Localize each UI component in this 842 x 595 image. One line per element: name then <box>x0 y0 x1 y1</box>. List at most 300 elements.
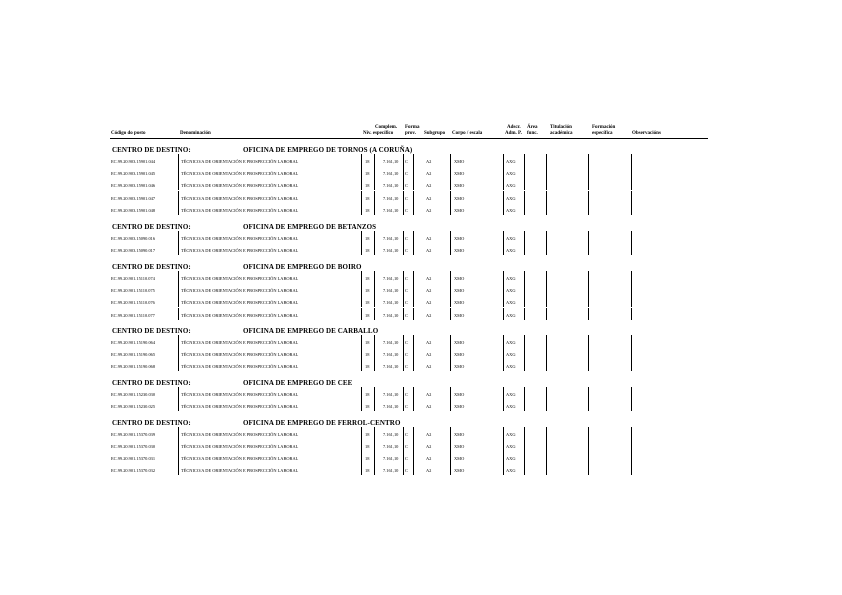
cell-divider <box>361 387 362 399</box>
cell-divider <box>178 399 179 411</box>
cell-divider <box>403 178 404 190</box>
cell-divider <box>413 463 414 475</box>
cell-divider <box>413 203 414 215</box>
cell-divider <box>361 191 362 203</box>
cell-code: EC.99.20.901.15110.076 <box>111 300 155 305</box>
header-forma-2: prov. <box>405 131 416 136</box>
section-label: CENTRO DE DESTINO: <box>112 327 191 335</box>
cell-adscr: AXG <box>506 364 516 369</box>
cell-divider <box>524 308 525 320</box>
cell-divider <box>631 191 632 203</box>
header-adscr-2: Adm. P. <box>505 131 522 136</box>
cell-divider <box>631 243 632 255</box>
cell-denom: TÉCNICO/A DE ORIENTACIÓN E PROSPECCIÓN LABORAL <box>181 404 299 409</box>
cell-code: EC.99.20.901.15230.025 <box>111 404 156 409</box>
cell-divider <box>503 154 504 166</box>
cell-esp: 7.161,10 <box>383 313 399 318</box>
cell-divider <box>374 463 375 475</box>
cell-denom: TÉCNICO/A DE ORIENTACIÓN E PROSPECCIÓN LABORAL <box>181 313 299 318</box>
cell-divider <box>588 283 589 295</box>
cell-adscr: AXG <box>506 276 516 281</box>
cell-niv: 18 <box>365 444 370 449</box>
cell-divider <box>524 271 525 283</box>
cell-adscr: AXG <box>506 313 516 318</box>
header-observacions: Observacións <box>632 131 661 136</box>
header-corpo: Corpo / escala <box>452 131 483 136</box>
cell-divider <box>374 427 375 439</box>
cell-sub: A2 <box>426 248 432 253</box>
cell-adscr: AXG <box>506 340 516 345</box>
cell-divider <box>546 231 547 243</box>
cell-forma: C <box>405 352 408 357</box>
cell-code: EC.99.20.903.15901.047 <box>111 196 156 201</box>
header-complem-2: Nív. específico <box>363 131 394 136</box>
cell-divider <box>413 308 414 320</box>
table-row <box>0 453 842 465</box>
cell-divider <box>374 283 375 295</box>
header-adscr-1: Adscr. <box>507 125 521 130</box>
cell-esp: 7.161,10 <box>383 352 399 357</box>
cell-niv: 18 <box>365 468 370 473</box>
header-codigo: Código do posto <box>111 131 146 136</box>
cell-sub: A2 <box>426 340 432 345</box>
cell-divider <box>403 166 404 178</box>
cell-niv: 18 <box>365 171 370 176</box>
cell-esp: 7.161,10 <box>383 248 399 253</box>
cell-divider <box>361 463 362 475</box>
cell-forma: C <box>405 208 408 213</box>
table-row <box>0 168 842 180</box>
cell-divider <box>546 463 547 475</box>
cell-niv: 18 <box>365 352 370 357</box>
cell-divider <box>524 231 525 243</box>
cell-forma: C <box>405 456 408 461</box>
cell-denom: TÉCNICO/A DE ORIENTACIÓN E PROSPECCIÓN LABORAL <box>181 352 299 357</box>
cell-esp: 7.161,10 <box>383 236 399 241</box>
cell-divider <box>178 347 179 359</box>
cell-divider <box>413 387 414 399</box>
header-area-2: func. <box>527 131 538 136</box>
cell-sub: A2 <box>426 300 432 305</box>
cell-divider <box>588 166 589 178</box>
cell-divider <box>403 203 404 215</box>
cell-sub: A2 <box>426 159 432 164</box>
cell-divider <box>178 283 179 295</box>
cell-esp: 7.161,10 <box>383 159 399 164</box>
cell-corpo: XMO <box>454 288 465 293</box>
cell-divider <box>178 295 179 307</box>
cell-code: EC.99.20.901.15110.075 <box>111 288 155 293</box>
table-row <box>0 193 842 205</box>
cell-code: EC.99.20.901.15370.039 <box>111 432 156 437</box>
cell-sub: A2 <box>426 196 432 201</box>
cell-divider <box>413 166 414 178</box>
cell-divider <box>178 271 179 283</box>
cell-niv: 18 <box>365 456 370 461</box>
cell-divider <box>374 359 375 371</box>
cell-divider <box>546 308 547 320</box>
cell-divider <box>588 399 589 411</box>
cell-divider <box>546 191 547 203</box>
cell-divider <box>361 451 362 463</box>
cell-sub: A2 <box>426 432 432 437</box>
cell-divider <box>503 451 504 463</box>
cell-divider <box>403 347 404 359</box>
cell-denom: TÉCNICO/A DE ORIENTACIÓN E PROSPECCIÓN LABORAL <box>181 288 299 293</box>
cell-corpo: XMO <box>454 364 465 369</box>
cell-denom: TÉCNICO/A DE ORIENTACIÓN E PROSPECCIÓN LABORAL <box>181 248 299 253</box>
cell-divider <box>178 451 179 463</box>
cell-corpo: XMO <box>454 196 465 201</box>
cell-divider <box>450 359 451 371</box>
cell-divider <box>524 178 525 190</box>
cell-niv: 18 <box>365 392 370 397</box>
cell-corpo: XMO <box>454 236 465 241</box>
cell-divider <box>374 271 375 283</box>
cell-code: EC.99.20.901.15370.031 <box>111 456 156 461</box>
cell-divider <box>450 243 451 255</box>
cell-forma: C <box>405 288 408 293</box>
cell-divider <box>524 335 525 347</box>
cell-divider <box>413 359 414 371</box>
header-formacion-1: Formación <box>592 125 616 130</box>
cell-corpo: XMO <box>454 248 465 253</box>
cell-sub: A2 <box>426 276 432 281</box>
cell-divider <box>631 347 632 359</box>
cell-divider <box>178 191 179 203</box>
cell-divider <box>546 387 547 399</box>
cell-divider <box>524 283 525 295</box>
cell-divider <box>588 191 589 203</box>
cell-code: EC.99.20.901.15370.030 <box>111 444 156 449</box>
cell-corpo: XMO <box>454 456 465 461</box>
cell-divider <box>361 359 362 371</box>
cell-divider <box>403 154 404 166</box>
cell-divider <box>503 427 504 439</box>
cell-divider <box>374 335 375 347</box>
cell-divider <box>631 387 632 399</box>
cell-divider <box>503 231 504 243</box>
cell-divider <box>546 271 547 283</box>
cell-divider <box>546 178 547 190</box>
table-row <box>0 389 842 401</box>
cell-corpo: XMO <box>454 340 465 345</box>
cell-divider <box>546 335 547 347</box>
cell-divider <box>524 359 525 371</box>
cell-divider <box>524 243 525 255</box>
cell-divider <box>374 347 375 359</box>
cell-esp: 7.161,10 <box>383 196 399 201</box>
header-titulacion-1: Titulación <box>550 125 572 130</box>
cell-divider <box>524 463 525 475</box>
cell-divider <box>361 231 362 243</box>
cell-divider <box>503 166 504 178</box>
cell-divider <box>524 387 525 399</box>
cell-divider <box>403 271 404 283</box>
cell-code: EC.99.20.901.15190.068 <box>111 364 156 369</box>
cell-niv: 18 <box>365 208 370 213</box>
cell-divider <box>361 308 362 320</box>
cell-divider <box>361 203 362 215</box>
cell-code: EC.99.20.901.15190.065 <box>111 352 156 357</box>
cell-divider <box>450 231 451 243</box>
cell-forma: C <box>405 404 408 409</box>
cell-divider <box>631 399 632 411</box>
cell-divider <box>450 451 451 463</box>
cell-adscr: AXG <box>506 183 516 188</box>
cell-denom: TÉCNICO/A DE ORIENTACIÓN E PROSPECCIÓN LABORAL <box>181 276 299 281</box>
cell-niv: 18 <box>365 159 370 164</box>
cell-adscr: AXG <box>506 432 516 437</box>
cell-divider <box>546 283 547 295</box>
cell-divider <box>178 335 179 347</box>
header-complem-1: Complem. <box>375 125 398 130</box>
cell-divider <box>631 335 632 347</box>
cell-divider <box>450 295 451 307</box>
cell-divider <box>588 271 589 283</box>
cell-sub: A2 <box>426 313 432 318</box>
cell-sub: A2 <box>426 288 432 293</box>
cell-divider <box>588 231 589 243</box>
cell-divider <box>450 347 451 359</box>
cell-divider <box>403 243 404 255</box>
cell-divider <box>403 427 404 439</box>
cell-divider <box>450 399 451 411</box>
cell-sub: A2 <box>426 404 432 409</box>
cell-divider <box>361 439 362 451</box>
cell-divider <box>631 166 632 178</box>
cell-divider <box>631 178 632 190</box>
cell-forma: C <box>405 300 408 305</box>
cell-divider <box>374 178 375 190</box>
cell-divider <box>361 178 362 190</box>
cell-esp: 7.161,10 <box>383 183 399 188</box>
cell-divider <box>546 439 547 451</box>
cell-divider <box>503 439 504 451</box>
cell-esp: 7.161,10 <box>383 468 399 473</box>
table-row <box>0 180 842 192</box>
cell-divider <box>413 231 414 243</box>
table-row <box>0 233 842 245</box>
cell-divider <box>374 387 375 399</box>
cell-divider <box>374 191 375 203</box>
cell-code: EC.99.20.901.15110.077 <box>111 313 155 318</box>
table-row <box>0 429 842 441</box>
cell-sub: A2 <box>426 444 432 449</box>
cell-niv: 18 <box>365 313 370 318</box>
cell-esp: 7.161,10 <box>383 300 399 305</box>
cell-denom: TÉCNICO/A DE ORIENTACIÓN E PROSPECCIÓN LABORAL <box>181 183 299 188</box>
cell-code: EC.99.20.903.15090.016 <box>111 236 156 241</box>
cell-adscr: AXG <box>506 208 516 213</box>
cell-divider <box>450 178 451 190</box>
cell-forma: C <box>405 392 408 397</box>
cell-divider <box>361 295 362 307</box>
cell-divider <box>450 271 451 283</box>
cell-divider <box>546 203 547 215</box>
cell-divider <box>503 308 504 320</box>
cell-adscr: AXG <box>506 171 516 176</box>
cell-niv: 18 <box>365 432 370 437</box>
cell-sub: A2 <box>426 236 432 241</box>
cell-adscr: AXG <box>506 159 516 164</box>
cell-divider <box>588 387 589 399</box>
cell-divider <box>403 295 404 307</box>
cell-divider <box>374 439 375 451</box>
header-subgrupo: Subgrupo <box>424 131 446 136</box>
cell-forma: C <box>405 183 408 188</box>
cell-forma: C <box>405 444 408 449</box>
cell-adscr: AXG <box>506 404 516 409</box>
cell-niv: 18 <box>365 364 370 369</box>
cell-divider <box>546 427 547 439</box>
header-area-1: Área <box>527 125 538 130</box>
section-name: OFICINA DE EMPREGO DE BOIRO <box>243 263 362 271</box>
cell-code: EC.99.20.901.15230.030 <box>111 392 156 397</box>
cell-denom: TÉCNICO/A DE ORIENTACIÓN E PROSPECCIÓN LABORAL <box>181 444 299 449</box>
cell-forma: C <box>405 248 408 253</box>
cell-denom: TÉCNICO/A DE ORIENTACIÓN E PROSPECCIÓN LABORAL <box>181 468 299 473</box>
table-row <box>0 465 842 477</box>
cell-divider <box>374 295 375 307</box>
cell-corpo: XMO <box>454 352 465 357</box>
header-denominacion: Denominación <box>180 131 211 136</box>
cell-niv: 18 <box>365 404 370 409</box>
cell-divider <box>403 399 404 411</box>
cell-forma: C <box>405 196 408 201</box>
cell-divider <box>450 308 451 320</box>
cell-divider <box>546 295 547 307</box>
cell-divider <box>413 295 414 307</box>
cell-divider <box>361 243 362 255</box>
cell-denom: TÉCNICO/A DE ORIENTACIÓN E PROSPECCIÓN LABORAL <box>181 340 299 345</box>
section-label: CENTRO DE DESTINO: <box>112 379 191 387</box>
cell-niv: 18 <box>365 236 370 241</box>
cell-corpo: XMO <box>454 432 465 437</box>
cell-sub: A2 <box>426 183 432 188</box>
cell-esp: 7.161,10 <box>383 432 399 437</box>
cell-niv: 18 <box>365 248 370 253</box>
cell-denom: TÉCNICO/A DE ORIENTACIÓN E PROSPECCIÓN LABORAL <box>181 300 299 305</box>
table-row <box>0 361 842 373</box>
cell-forma: C <box>405 468 408 473</box>
cell-divider <box>374 399 375 411</box>
cell-divider <box>588 463 589 475</box>
cell-denom: TÉCNICO/A DE ORIENTACIÓN E PROSPECCIÓN LABORAL <box>181 236 299 241</box>
cell-corpo: XMO <box>454 276 465 281</box>
cell-divider <box>361 271 362 283</box>
cell-divider <box>413 283 414 295</box>
cell-divider <box>588 335 589 347</box>
cell-divider <box>374 203 375 215</box>
cell-divider <box>631 203 632 215</box>
cell-denom: TÉCNICO/A DE ORIENTACIÓN E PROSPECCIÓN LABORAL <box>181 196 299 201</box>
cell-corpo: XMO <box>454 313 465 318</box>
cell-forma: C <box>405 313 408 318</box>
cell-denom: TÉCNICO/A DE ORIENTACIÓN E PROSPECCIÓN LABORAL <box>181 456 299 461</box>
cell-niv: 18 <box>365 340 370 345</box>
cell-divider <box>524 154 525 166</box>
cell-divider <box>546 399 547 411</box>
cell-divider <box>178 154 179 166</box>
cell-divider <box>413 347 414 359</box>
cell-divider <box>524 451 525 463</box>
cell-adscr: AXG <box>506 236 516 241</box>
cell-divider <box>178 427 179 439</box>
cell-denom: TÉCNICO/A DE ORIENTACIÓN E PROSPECCIÓN LABORAL <box>181 208 299 213</box>
cell-divider <box>503 243 504 255</box>
section-label: CENTRO DE DESTINO: <box>112 223 191 231</box>
cell-divider <box>374 154 375 166</box>
cell-corpo: XMO <box>454 208 465 213</box>
cell-denom: TÉCNICO/A DE ORIENTACIÓN E PROSPECCIÓN LABORAL <box>181 171 299 176</box>
cell-corpo: XMO <box>454 183 465 188</box>
section-name: OFICINA DE EMPREGO DE CEE <box>243 379 353 387</box>
cell-divider <box>524 427 525 439</box>
cell-denom: TÉCNICO/A DE ORIENTACIÓN E PROSPECCIÓN LABORAL <box>181 392 299 397</box>
cell-divider <box>588 243 589 255</box>
cell-divider <box>588 203 589 215</box>
cell-corpo: XMO <box>454 159 465 164</box>
cell-divider <box>631 439 632 451</box>
cell-divider <box>361 335 362 347</box>
cell-niv: 18 <box>365 288 370 293</box>
cell-divider <box>450 283 451 295</box>
table-row <box>0 349 842 361</box>
cell-esp: 7.161,10 <box>383 208 399 213</box>
cell-divider <box>450 427 451 439</box>
cell-adscr: AXG <box>506 444 516 449</box>
cell-divider <box>403 451 404 463</box>
cell-divider <box>503 335 504 347</box>
cell-divider <box>403 463 404 475</box>
cell-divider <box>178 439 179 451</box>
cell-divider <box>450 463 451 475</box>
cell-code: EC.99.20.903.15901.044 <box>111 159 156 164</box>
cell-code: EC.99.20.903.15090.017 <box>111 248 156 253</box>
cell-code: EC.99.20.901.15190.064 <box>111 340 156 345</box>
cell-divider <box>588 154 589 166</box>
cell-divider <box>403 308 404 320</box>
header-formacion-2: específica <box>592 131 613 136</box>
cell-adscr: AXG <box>506 288 516 293</box>
cell-niv: 18 <box>365 276 370 281</box>
cell-divider <box>178 231 179 243</box>
cell-divider <box>374 166 375 178</box>
cell-sub: A2 <box>426 468 432 473</box>
table-row <box>0 297 842 309</box>
section-label: CENTRO DE DESTINO: <box>112 263 191 271</box>
table-row <box>0 310 842 322</box>
cell-divider <box>413 243 414 255</box>
cell-divider <box>450 203 451 215</box>
header-titulacion-2: académica <box>550 131 573 136</box>
cell-forma: C <box>405 364 408 369</box>
cell-esp: 7.161,10 <box>383 456 399 461</box>
cell-divider <box>546 166 547 178</box>
cell-divider <box>450 335 451 347</box>
cell-adscr: AXG <box>506 196 516 201</box>
cell-divider <box>524 347 525 359</box>
table-row <box>0 337 842 349</box>
header-divider <box>110 138 708 139</box>
cell-esp: 7.161,10 <box>383 340 399 345</box>
cell-divider <box>413 427 414 439</box>
cell-corpo: XMO <box>454 300 465 305</box>
section-name: OFICINA DE EMPREGO DE CARBALLO <box>243 327 379 335</box>
cell-divider <box>631 271 632 283</box>
cell-code: EC.99.20.903.15901.045 <box>111 171 156 176</box>
